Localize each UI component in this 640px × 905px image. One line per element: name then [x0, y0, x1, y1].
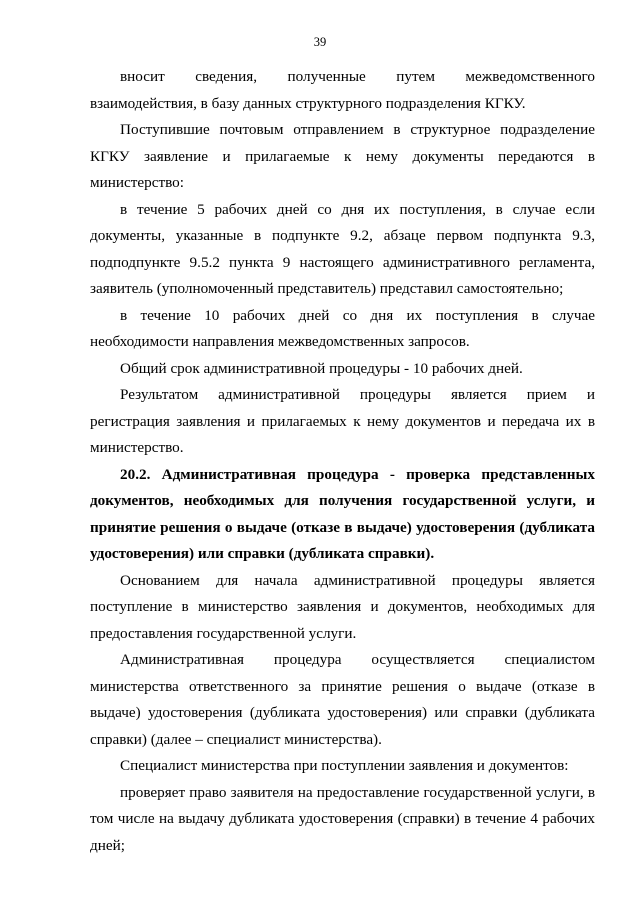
paragraph: Результатом административной процедуры является прием и регистрация заявления и прилагаемых к нему документов и передача их в министерство. — [90, 386, 595, 456]
paragraph: проверяет право заявителя на предоставление государственной услуги, в том числе на выдачу дубликата удостоверения (справки) в течение 4 рабочих дней; — [90, 783, 595, 854]
page-number: 39 — [313, 35, 327, 49]
document-body — [90, 64, 595, 859]
paragraph: Поступившие почтовым отправлением в структурное подразделение КГКУ заявление и прилагаемые к нему документы передаются в министерство: — [90, 121, 595, 191]
section-heading: 20.2. Административная процедура - проверка представленных документов, необходимых для получения государственной услуги, и принятие решения о выдаче (отказе в выдаче) удостоверения (дубликата удостоверения) или справки (дубликата справки). — [90, 465, 595, 562]
paragraph: Общий срок административной процедуры - 10 рабочих дней. — [120, 359, 523, 377]
paragraph: в течение 5 рабочих дней со дня их поступления, в случае если документы, указанные в подпункте 9.2, абзаце первом подпункта 9.3, подподпункте 9.5.2 пункта 9 настоящего административного регламента, заявитель (уполномоченный представитель) представил самостоятельно; — [90, 200, 595, 297]
paragraph: в течение 10 рабочих дней со дня их поступления в случае необходимости направления межведомственных запросов. — [90, 306, 595, 350]
paragraph: Основанием для начала административной процедуры является поступление в министерство заявления и документов, необходимых для предоставления государственной услуги. — [90, 571, 595, 642]
paragraph: Административная процедура осуществляется специалистом министерства ответственного за принятие решения о выдаче (отказе в выдаче) удостоверения (дубликата удостоверения) или справки (дубликата справки) (далее – специалист министерства). — [90, 651, 595, 748]
paragraph: Специалист министерства при поступлении заявления и документов: — [120, 757, 569, 774]
paragraph: вносит сведения, полученные путем межведомственного взаимодействия, в базу данных структурного подразделения КГКУ. — [90, 68, 595, 112]
